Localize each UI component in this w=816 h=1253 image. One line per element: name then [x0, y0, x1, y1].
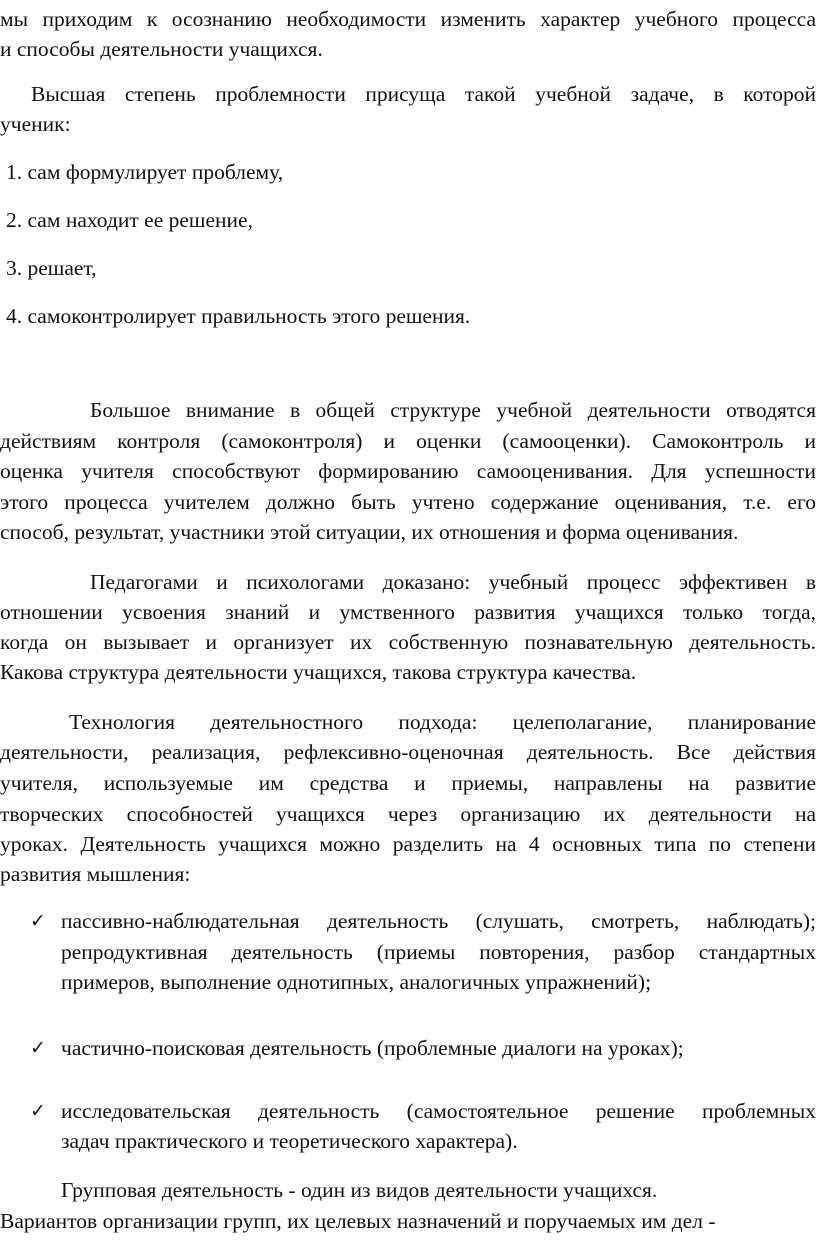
check-list-item-line: исследовательская деятельность (самостоятельное решение проблемных — [61, 1099, 816, 1123]
check-list-item-line: задач практического и теоретического характера). — [61, 1129, 518, 1153]
paragraph-line: уроках. Деятельность учащихся можно разделить на 4 основных типа по степени — [0, 832, 816, 856]
numbered-list-item: 3. решает, — [6, 256, 97, 280]
checkmark-icon: ✓ — [30, 1037, 46, 1059]
checkmark-icon: ✓ — [30, 910, 46, 932]
paragraph-line: и способы деятельности учащихся. — [0, 37, 323, 61]
paragraph-line: ученик: — [0, 112, 71, 136]
paragraph-line: Вариантов организации групп, их целевых назначений и поручаемых им дел - — [0, 1209, 716, 1233]
numbered-list-item: 4. самоконтролирует правильность этого решения. — [6, 304, 471, 328]
paragraph-line: когда он вызывает и организует их собственную познавательную деятельность. — [0, 630, 816, 654]
paragraph-line: мы приходим к осознанию необходимости изменить характер учебного процесса — [0, 7, 816, 31]
paragraph-line: этого процесса учителем должно быть учтено содержание оценивания, т.е. его — [0, 490, 816, 514]
paragraph-line: творческих способностей учащихся через организацию их деятельности на — [0, 802, 816, 826]
paragraph-line: способ, результат, участники этой ситуации, их отношения и форма оценивания. — [0, 520, 739, 544]
numbered-list-item: 2. сам находит ее решение, — [6, 208, 253, 232]
paragraph-line: развития мышления: — [0, 862, 191, 886]
paragraph-line: деятельности, реализация, рефлексивно-оценочная деятельность. Все действия — [0, 740, 816, 764]
paragraph-line: Групповая деятельность - один из видов деятельности учащихся. — [61, 1178, 658, 1202]
checkmark-icon: ✓ — [30, 1100, 46, 1122]
paragraph-line: оценка учителя способствуют формированию самооценивания. Для успешности — [0, 459, 816, 483]
paragraph-line: действиям контроля (самоконтроля) и оценки (самооценки). Самоконтроль и — [0, 429, 816, 453]
paragraph-line: отношении усвоения знаний и умственного развития учащихся только тогда, — [0, 600, 816, 624]
paragraph-line: Высшая степень проблемности присуща такой учебной задаче, в которой — [31, 82, 816, 106]
check-list-item-line: репродуктивная деятельность (приемы повторения, разбор стандартных — [61, 940, 816, 964]
numbered-list-item: 1. сам формулирует проблему, — [6, 160, 284, 184]
check-list-item-line: пассивно-наблюдательная деятельность (слушать, смотреть, наблюдать); — [61, 909, 816, 933]
paragraph-line: Педагогами и психологами доказано: учебный процесс эффективен в — [90, 570, 816, 594]
paragraph-line: Какова структура деятельности учащихся, такова структура качества. — [0, 660, 637, 684]
check-list-item-line: частично-поисковая деятельность (проблемные диалоги на уроках); — [61, 1036, 684, 1060]
paragraph-line: Большое внимание в общей структуре учебной деятельности отводятся — [90, 398, 816, 422]
paragraph-line: учителя, используемые им средства и приемы, направлены на развитие — [0, 771, 816, 795]
paragraph-line: Технология деятельностного подхода: целеполагание, планирование — [69, 710, 816, 734]
check-list-item-line: примеров, выполнение однотипных, аналогичных упражнений); — [61, 970, 652, 994]
